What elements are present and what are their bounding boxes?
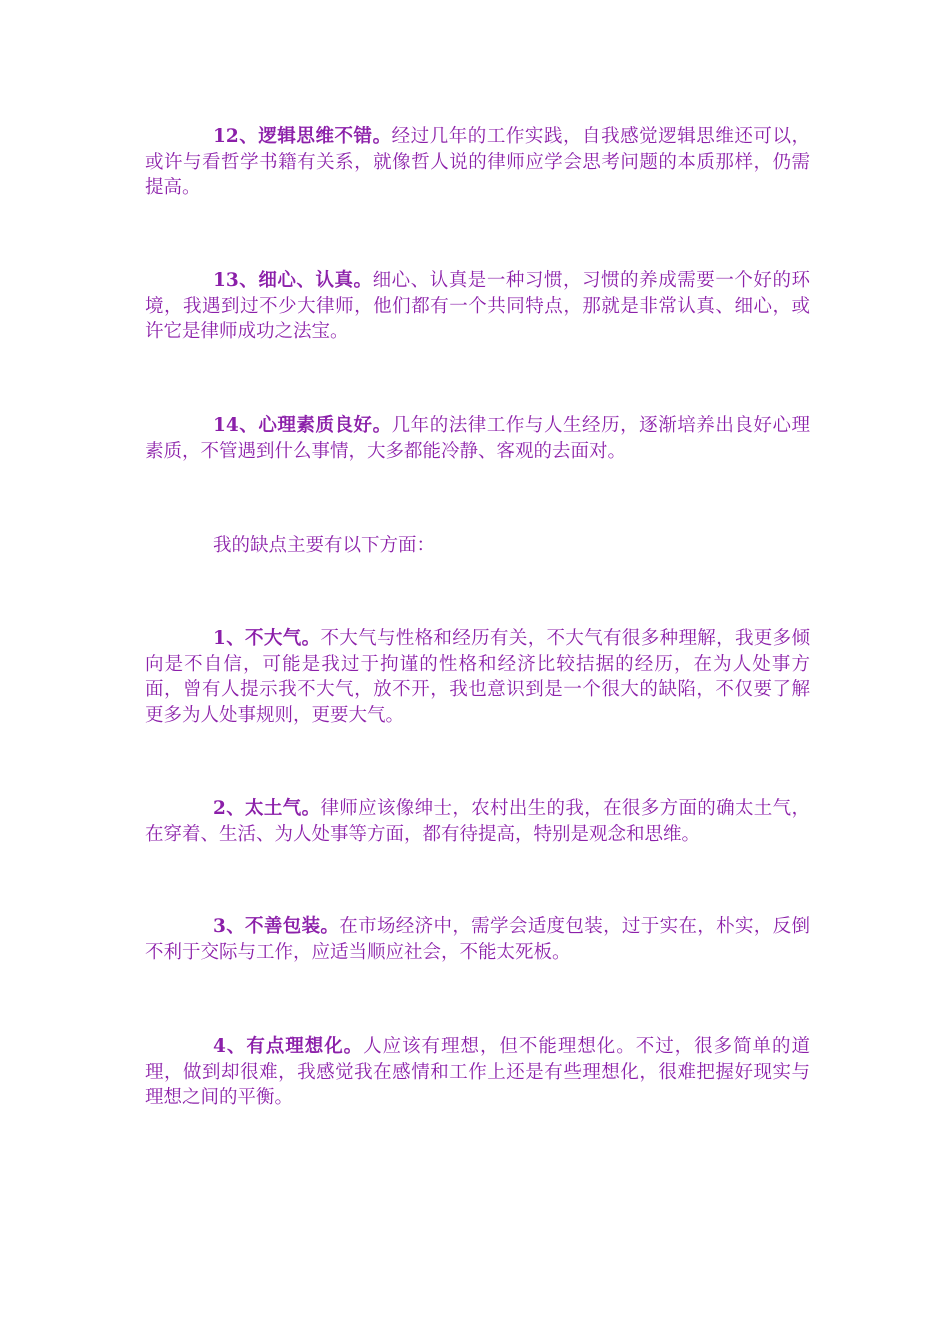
paragraph-psychological-quality (145, 413, 810, 464)
paragraph-body: 细心、认真是一种习惯，习惯的养成需要一个好的环境，我遇到过不少大律师，他们都有一个共同特点，那就是非常认真、细心，或许它是律师成功之法宝。 (145, 270, 810, 342)
paragraph-logical-thinking (145, 124, 810, 201)
paragraph-heading: 4、有点理想化。 (213, 1036, 364, 1057)
paragraph-poor-packaging (145, 914, 810, 965)
paragraph-too-rustic (145, 796, 810, 847)
paragraph-body: 律师应该像绅士，农村出生的我，在很多方面的确太土气，在穿着、生活、为人处事等方面，都有待提高，特别是观念和思维。 (145, 798, 810, 845)
paragraph-idealistic (145, 1034, 810, 1111)
paragraph-heading: 14、心理素质良好。 (213, 415, 392, 436)
paragraph-heading: 12、逻辑思维不错。 (213, 126, 392, 147)
paragraph-shortcomings-intro (145, 533, 810, 559)
paragraph-heading: 2、太土气。 (213, 798, 321, 819)
paragraph-body: 我的缺点主要有以下方面： (213, 535, 436, 556)
paragraph-body: 经过几年的工作实践，自我感觉逻辑思维还可以，或许与看哲学书籍有关系，就像哲人说的律师应学会思考问题的本质那样，仍需提高。 (145, 126, 810, 198)
paragraph-heading: 13、细心、认真。 (213, 270, 373, 291)
paragraph-body: 不大气与性格和经历有关，不大气有很多种理解，我更多倾向是不自信，可能是我过于拘谨的性格和经济比较拮据的经历，在为人处事方面，曾有人提示我不大气，放不开，我也意识到是一个很大的缺陷，不仅要了解更多为人处事规则，更要大气。 (145, 628, 810, 726)
paragraph-body: 人应该有理想，但不能理想化。不过，很多简单的道理，做到却很难，我感觉我在感情和工作上还是有些理想化，很难把握好现实与理想之间的平衡。 (145, 1036, 810, 1108)
paragraph-body: 在市场经济中，需学会适度包装，过于实在，朴实，反倒不利于交际与工作，应适当顺应社会，不能太死板。 (145, 916, 810, 963)
paragraph-not-generous (145, 626, 810, 728)
paragraph-body: 几年的法律工作与人生经历，逐渐培养出良好心理素质，不管遇到什么事情，大多都能冷静、客观的去面对。 (145, 415, 810, 462)
paragraph-heading: 3、不善包装。 (213, 916, 340, 937)
paragraph-careful-serious (145, 268, 810, 345)
paragraph-heading: 1、不大气。 (213, 628, 321, 649)
